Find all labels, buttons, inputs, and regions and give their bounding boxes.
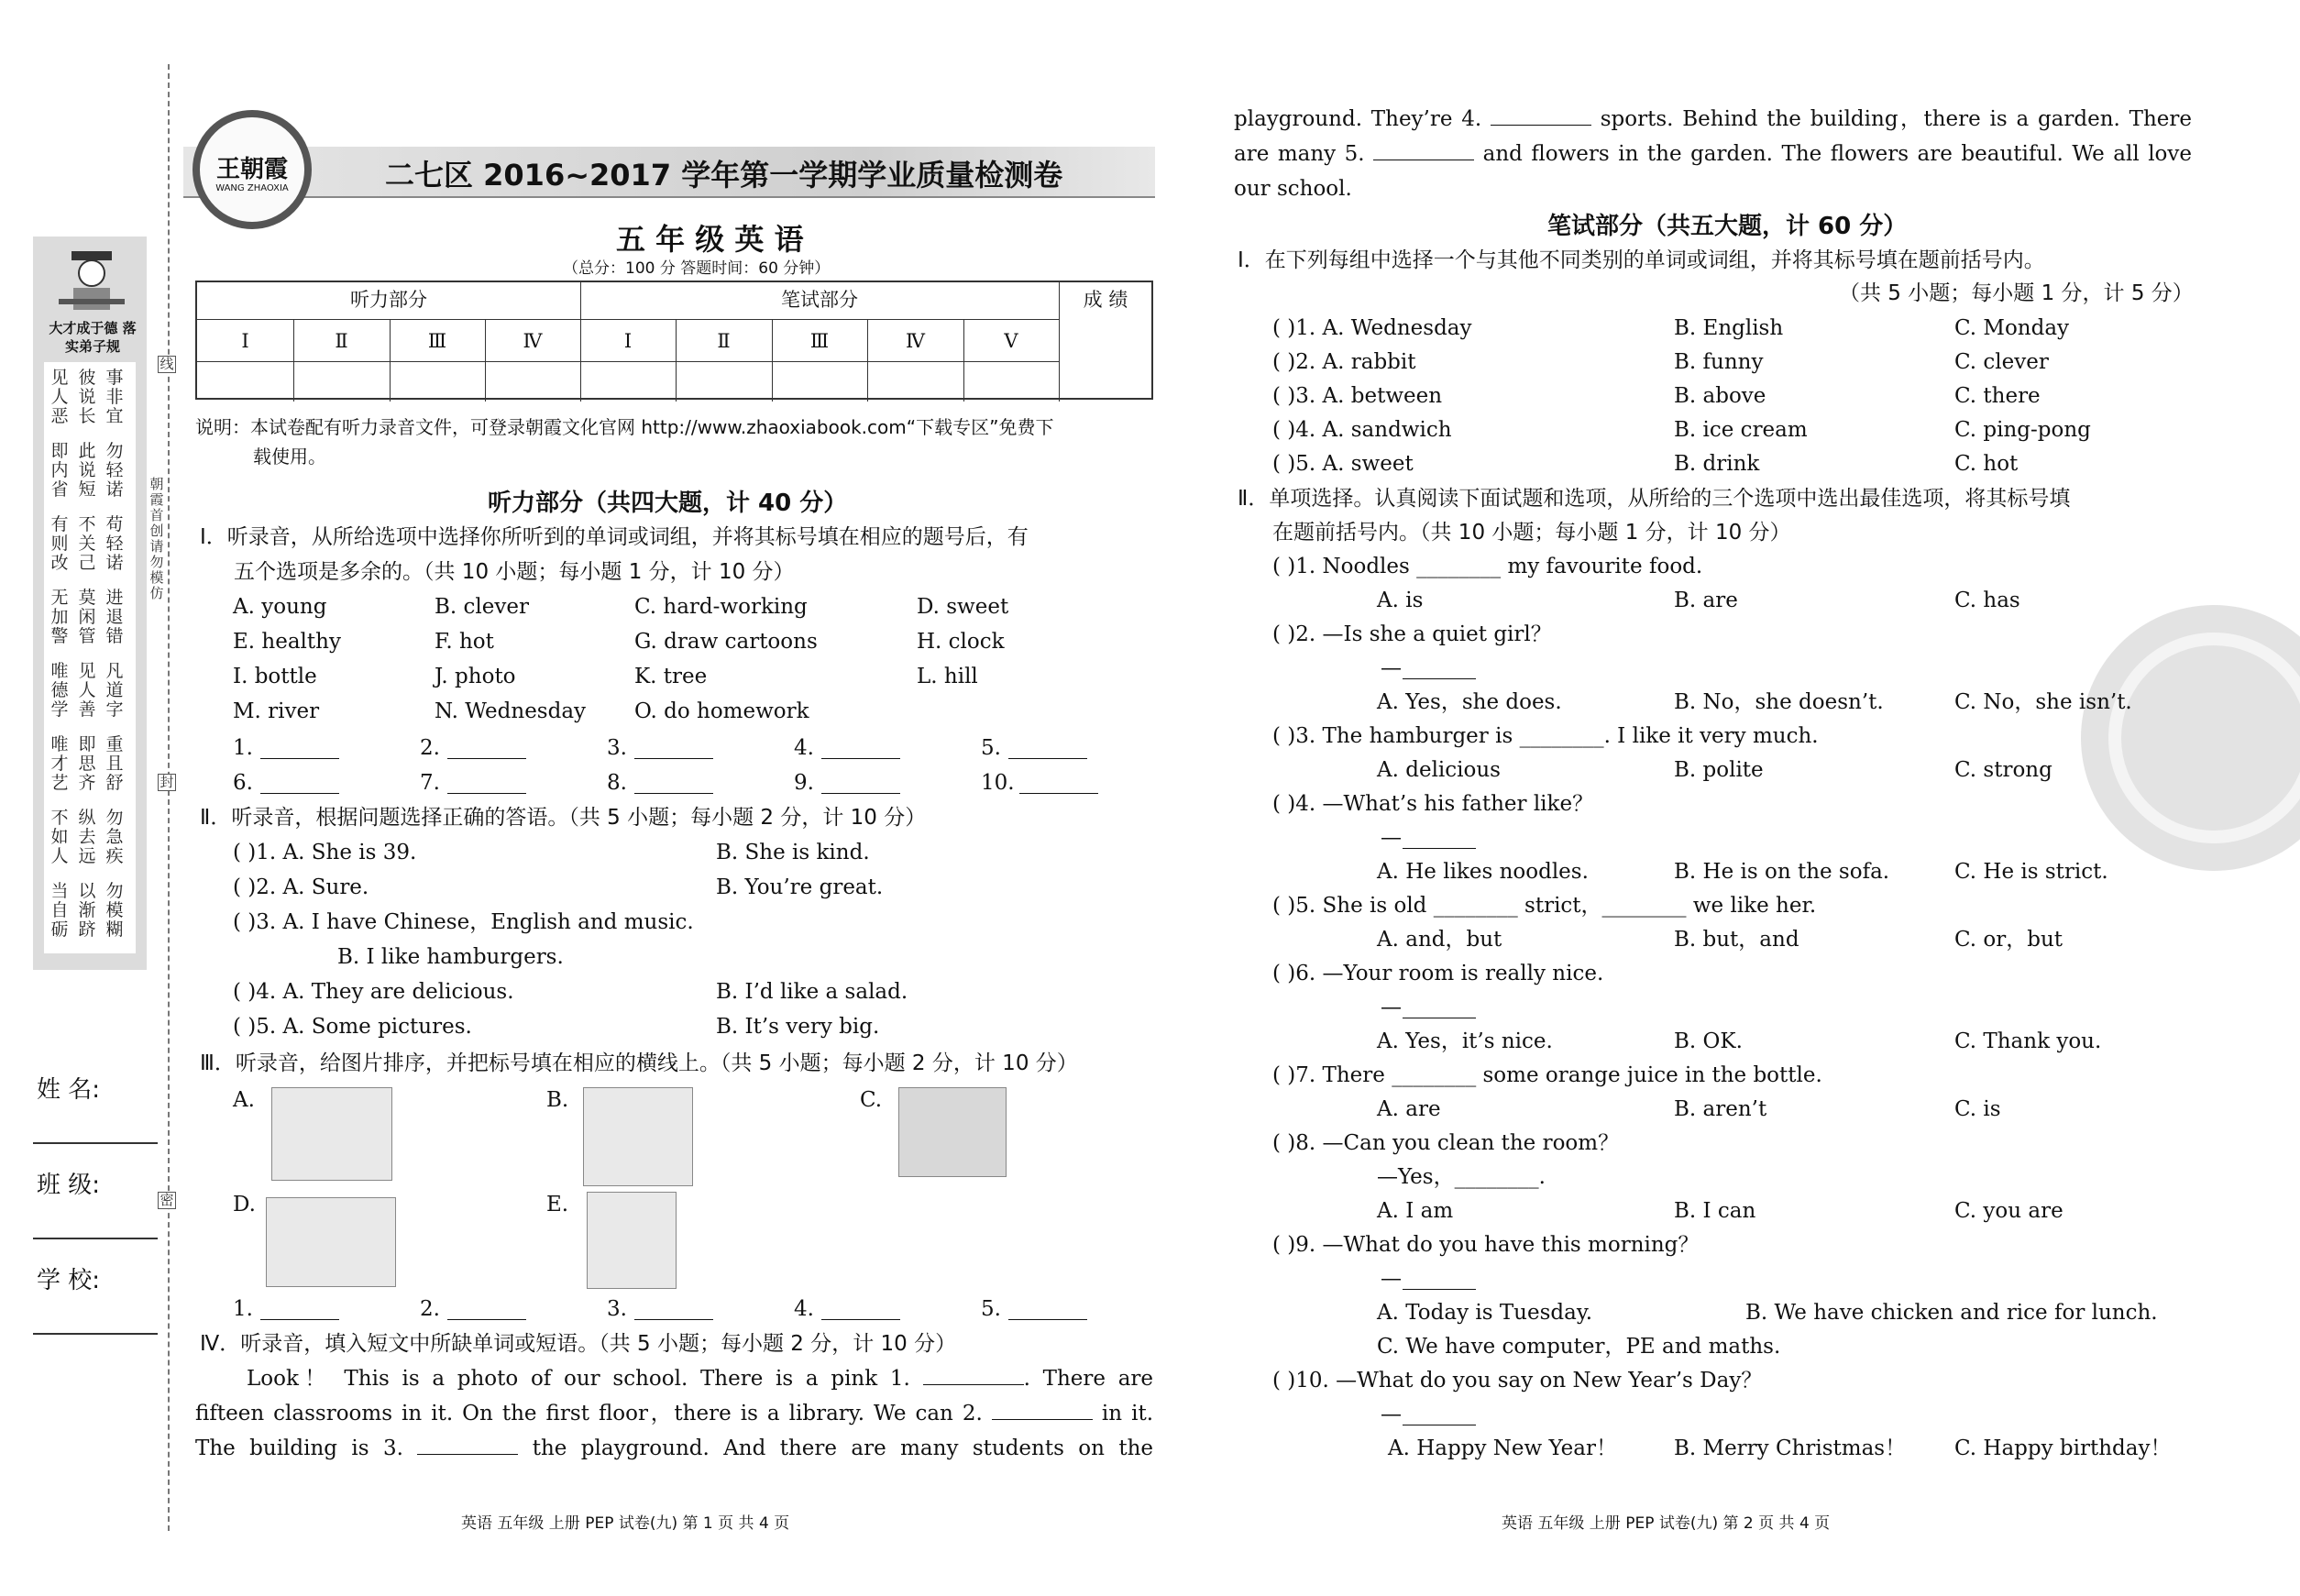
l2-question: ( )1. A. She is 39. [233,841,417,864]
motto-text: 以渐跻 [78,881,96,940]
answer-blank[interactable] [447,738,526,759]
footer-right: 英语 五年级 上册 PEP 试卷(九) 第 2 页 共 4 页 [1502,1514,1831,1533]
w2-option: B. I can [1674,1199,1756,1223]
answer-number: 10. [981,771,1015,795]
option-0: A. young [233,595,327,619]
w1-instruction-2: （共 5 小题；每小题 1 分，计 5 分） [1839,281,2194,305]
seal-char-mi: 密 [158,1192,176,1209]
w2-question: ( )9. —What do you have this morning？ [1272,1233,1700,1257]
motto-text: 见人恶 [50,368,69,426]
w1-option-b: B. funny [1674,350,1764,374]
w2-question: ( )3. The hamburger is ________. I like it very much. [1272,724,1819,748]
answer-dash: — [1381,656,1402,680]
option-13: N. Wednesday [435,699,587,723]
l2-questions [233,836,1150,1047]
option-10: K. tree [634,665,708,688]
w1-option-b: B. ice cream [1674,418,1808,442]
motto-text: 当自砺 [50,881,69,940]
w2-question: ( )6. —Your room is really nice. [1272,962,1604,985]
w2-option: B. Merry Christmas！ [1674,1436,1907,1460]
score-col: Ⅴ [1004,330,1018,352]
answer-blank[interactable] [634,1299,713,1320]
w1-option-c: C. ping-pong [1954,418,2091,442]
l3-instruction: Ⅲ．听录音，给图片排序，并把标号填在相应的横线上。（共 5 小题；每小题 2 分，计 10 分） [200,1051,1078,1075]
answer-number: 2. [420,736,440,760]
answer-number: 5. [981,1297,1001,1321]
class-label: 班 级: [37,1172,101,1199]
subject-title: 五 年 级 英 语 [616,222,804,257]
answer-blank[interactable] [1008,738,1087,759]
answer-number: 3. [607,736,627,760]
w2-question-line: —Yes，________. [1377,1165,1546,1189]
answer-number: 7. [420,771,440,795]
answer-blank[interactable] [1403,1269,1476,1290]
answer-number: 8. [607,771,627,795]
motto-text: 即思齐 [78,734,96,793]
motto-grid [50,369,132,955]
name-label: 姓 名: [37,1076,101,1104]
seal-char-xian: 线 [158,356,176,373]
answer-dash: — [1381,1267,1402,1291]
answer-blank[interactable] [1403,828,1476,849]
l2-instruction: Ⅱ．听录音，根据问题选择正确的答语。（共 5 小题；每小题 2 分，计 10 分） [200,806,927,830]
motto-text: 凡道字 [105,661,124,720]
l1-instruction-2: 五个选项是多余的。（共 10 小题；每小题 1 分，计 10 分） [234,560,795,584]
l4-instruction: Ⅳ．听录音，填入短文中所缺单词或短语。（共 5 小题；每小题 2 分，计 10 分） [200,1332,957,1356]
exam-meta: （总分：100 分 答题时间：60 分钟） [563,259,831,278]
pic-label-c: C. [860,1088,883,1112]
option-2: C. hard-working [634,595,808,619]
w2-option: C. is [1954,1097,2001,1121]
w2-question: ( )5. She is old ________ strict，________ we like her. [1272,894,1817,918]
picture-d-ping-pong [266,1197,396,1287]
w2-question: ( )10. —What do you say on New Year’s Day？ [1272,1369,1763,1392]
passage-line-3 [195,1432,1153,1466]
w2-option: C. has [1954,589,2020,612]
w2-option: A. I am [1377,1199,1454,1223]
w1-instruction-1: Ⅰ．在下列每组中选择一个与其他不同类别的单词或词组，并将其标号填在题前括号内。 [1238,248,2045,272]
score-col: Ⅳ [523,330,543,352]
school-field[interactable] [33,1333,158,1335]
motto-top: 大才成于德 落实弟子规 [49,320,137,355]
note-line-2: 载使用。 [253,446,326,468]
l1-answer-blanks [233,732,1150,805]
blank-4[interactable] [1491,105,1591,126]
l2-question: ( )2. A. Sure. [233,875,369,899]
binding-note: 朝霞首创 请勿模仿 [149,476,164,601]
picture-c-classroom [898,1087,1007,1177]
passage-text: and flowers in the garden. The flowers are beautiful. We all love [1482,142,2192,166]
score-col: Ⅱ [717,330,731,352]
option-5: F. hot [435,630,494,654]
motto-text: 进退错 [105,588,124,646]
motto-text: 有则改 [50,514,69,573]
writing-section-title: 笔试部分（共五大题，计 60 分） [1547,213,1908,240]
motto-text: 苟轻诺 [105,514,124,573]
w2-option: A. delicious [1377,758,1501,782]
motto-text: 彼说长 [78,368,96,426]
answer-blank[interactable] [821,738,900,759]
w1-option-c: C. hot [1954,452,2019,476]
score-col: Ⅱ [335,330,348,352]
motto-text: 勿轻诺 [105,441,124,500]
w2-option: B. are [1674,589,1738,612]
answer-blank[interactable] [260,773,339,794]
motto-text: 勿急疾 [105,808,124,866]
score-col: Ⅳ [906,330,925,352]
w1-question: ( )1. A. Wednesday [1272,316,1472,340]
motto-text: 重且舒 [105,734,124,793]
school-label: 学 校: [37,1267,101,1294]
motto-text: 无加警 [50,588,69,646]
score-header: 成 绩 [1083,289,1128,311]
option-12: M. river [233,699,320,723]
w2-option: B. polite [1674,758,1764,782]
passage-text: The building is 3. [195,1436,403,1460]
w1-option-b: B. drink [1674,452,1760,476]
w2-option: B. OK. [1674,1029,1743,1053]
w2-question: ( )2. —Is she a quiet girl？ [1272,622,1552,646]
w1-option-c: C. there [1954,384,2041,408]
w2-option: B. No，she doesn’t. [1674,690,1884,714]
w2-option: B. He is on the sofa. [1674,860,1890,884]
w2-option: A. Yes，she does. [1377,690,1562,714]
pic-label-a: A. [233,1088,255,1112]
l2-question: ( )5. A. Some pictures. [233,1015,472,1039]
option-6: G. draw cartoons [634,630,818,654]
score-col: Ⅰ [623,330,633,352]
w2-option: C. Thank you. [1954,1029,2102,1053]
w2-option: C. He is strict. [1954,860,2108,884]
answer-number: 6. [233,771,253,795]
motto-text: 不关己 [78,514,96,573]
option-1: B. clever [435,595,529,619]
answer-blank[interactable] [260,1299,339,1320]
option-11: L. hill [917,665,978,688]
motto-text: 事非宜 [105,368,124,426]
w1-question: ( )2. A. rabbit [1272,350,1416,374]
blank-1[interactable] [923,1364,1024,1385]
w2-option: C. Happy birthday！ [1954,1436,2172,1460]
answer-blank[interactable] [1403,1404,1476,1425]
w2-question: ( )8. —Can you clean the room？ [1272,1131,1620,1155]
class-field[interactable] [33,1238,158,1239]
w2-questions [1272,550,2198,1467]
answer-blank[interactable] [634,773,713,794]
option-8: I. bottle [233,665,317,688]
answer-dash: — [1381,826,1402,850]
score-col: Ⅲ [809,330,830,352]
w1-option-b: B. above [1674,384,1766,408]
listening-header: 听力部分 [350,289,427,311]
passage-text: fifteen classrooms in it. On the first floor，there is a library. We can 2. [195,1402,983,1425]
w2-option: C. We have computer，PE and maths. [1377,1335,1781,1359]
answer-blank[interactable] [821,773,900,794]
l2-question: ( )3. A. I have Chinese，English and music. [233,910,694,934]
note-line-1: 说明：本试卷配有听力录音文件，可登录朝霞文化官网 http://www.zhaoxiabook.com“下载专区”免费下 [195,416,1054,438]
w2-option: C. or，but [1954,928,2063,952]
score-table [195,281,1153,400]
motto-text: 纵去远 [78,808,96,866]
option-3: D. sweet [917,595,1009,619]
score-col: Ⅲ [427,330,447,352]
w2-instruction-1: Ⅱ．单项选择。认真阅读下面试题和选项，从所给的三个选项中选出最佳选项，将其标号填 [1238,487,2071,511]
passage-text: sports. Behind the building，there is a garden. There [1600,107,2192,131]
w2-option: C. No，she isn’t. [1954,690,2132,714]
writing-header: 笔试部分 [781,289,858,311]
score-col: Ⅰ [241,330,249,352]
passage-line-6: our school. [1234,177,1352,201]
brand-name: 王朝霞 [215,156,288,183]
option-9: J. photo [435,665,516,688]
passage-line-5 [1234,138,2192,171]
footer-left: 英语 五年级 上册 PEP 试卷(九) 第 1 页 共 4 页 [461,1514,790,1533]
passage-text: the playground. And there are many students on the [532,1436,1154,1460]
w2-question: ( )1. Noodles ________ my favourite food. [1272,555,1703,578]
answer-number: 4. [794,736,814,760]
w2-option: B. but，and [1674,928,1799,952]
name-field[interactable] [33,1142,158,1144]
answer-blank[interactable] [1019,773,1098,794]
answer-blank[interactable] [821,1299,900,1320]
answer-blank[interactable] [1403,658,1476,679]
l1-options [233,590,1150,732]
motto-text: 勿模糊 [105,881,124,940]
motto-text: 即内省 [50,441,69,500]
answer-blank[interactable] [634,738,713,759]
motto-text: 不如人 [50,808,69,866]
pic-label-d: D. [233,1193,256,1216]
w1-question: ( )4. A. sandwich [1272,418,1452,442]
motto-text: 莫闲管 [78,588,96,646]
w2-option: A. He likes noodles. [1377,860,1589,884]
option-14: O. do homework [634,699,809,723]
passage-text: are many 5. [1234,142,1365,166]
blank-5[interactable] [1373,139,1474,160]
l2-option-b: B. It’s very big. [716,1015,880,1039]
w2-option: A. are [1377,1097,1441,1121]
exam-title: 二七区 2016~2017 学年第一学期学业质量检测卷 [385,158,1063,193]
w2-option: A. is [1377,589,1424,612]
w2-option: C. strong [1954,758,2052,782]
seal-char-feng: 封 [158,774,176,791]
l2-option-b: B. She is kind. [716,841,870,864]
w1-questions [1272,312,2198,486]
answer-number: 4. [794,1297,814,1321]
w2-question: ( )4. —What’s his father like？ [1272,792,1594,816]
w1-question: ( )5. A. sweet [1272,452,1414,476]
passage-line-4 [1234,103,2192,137]
passage-line-2 [195,1397,1153,1431]
answer-number: 2. [420,1297,440,1321]
answer-number: 1. [233,736,253,760]
passage-text: playground. They’re 4. [1234,107,1482,131]
picture-b-boy-reading [583,1087,693,1186]
picture-e-girl-eating [587,1192,677,1289]
l2-option-b: B. You’re great. [716,875,884,899]
motto-text: 此说短 [78,441,96,500]
w1-question: ( )3. A. between [1272,384,1443,408]
w2-option: A. and，but [1377,928,1502,952]
passage-text: . There are [1023,1367,1154,1391]
option-4: E. healthy [233,630,341,654]
answer-blank[interactable] [447,773,526,794]
answer-number: 3. [607,1297,627,1321]
w2-question: ( )7. There ________ some orange juice in the bottle. [1272,1063,1822,1087]
answer-blank[interactable] [260,738,339,759]
w1-option-b: B. English [1674,316,1784,340]
answer-number: 1. [233,1297,253,1321]
answer-blank[interactable] [1008,1299,1087,1320]
binding-dashed-line [168,64,170,1531]
blank-2[interactable] [992,1399,1093,1420]
passage-line-1 [195,1362,1153,1396]
w2-option: A. Yes，it’s nice. [1377,1029,1553,1053]
option-7: H. clock [917,630,1005,654]
listening-section-title: 听力部分（共四大题，计 40 分） [488,490,848,517]
l1-instruction-1: Ⅰ．听录音，从所给选项中选择你所听到的单词或词组，并将其标号填在相应的题号后，有 [200,525,1029,549]
w2-option: B. We have chicken and rice for lunch. [1745,1301,2158,1325]
blank-3[interactable] [417,1434,518,1455]
l2-option-b: B. I’d like a salad. [716,980,908,1004]
l2-question: ( )4. A. They are delicious. [233,980,514,1004]
pic-label-b: B. [546,1088,569,1112]
brand-logo [193,110,312,229]
motto-text: 见人善 [78,661,96,720]
answer-dash: — [1381,1403,1402,1426]
l2-question: B. I like hamburgers. [337,945,564,969]
motto-text: 唯德学 [50,661,69,720]
answer-blank[interactable] [1403,997,1476,1018]
answer-dash: — [1381,996,1402,1019]
w2-option: A. Today is Tuesday. [1377,1301,1593,1325]
passage-text: Look！ This is a photo of our school. There is a pink 1. [247,1367,910,1391]
w2-option: A. Happy New Year！ [1388,1436,1617,1460]
w1-option-c: C. clever [1954,350,2049,374]
scholar-figure-icon [55,248,128,312]
brand-sub: WANG ZHAOXIA [215,183,289,193]
w2-instruction-2: 在题前括号内。（共 10 小题；每小题 1 分，计 10 分） [1272,521,1791,545]
answer-number: 9. [794,771,814,795]
w1-option-c: C. Monday [1954,316,2070,340]
answer-number: 5. [981,736,1001,760]
passage-text: in it. [1101,1402,1154,1425]
motto-text: 唯才艺 [50,734,69,793]
w2-option: B. aren’t [1674,1097,1767,1121]
answer-blank[interactable] [447,1299,526,1320]
pic-label-e: E. [546,1193,569,1216]
l3-answer-blanks [233,1293,1150,1329]
w2-option: C. you are [1954,1199,2063,1223]
picture-a-garden [271,1087,392,1181]
